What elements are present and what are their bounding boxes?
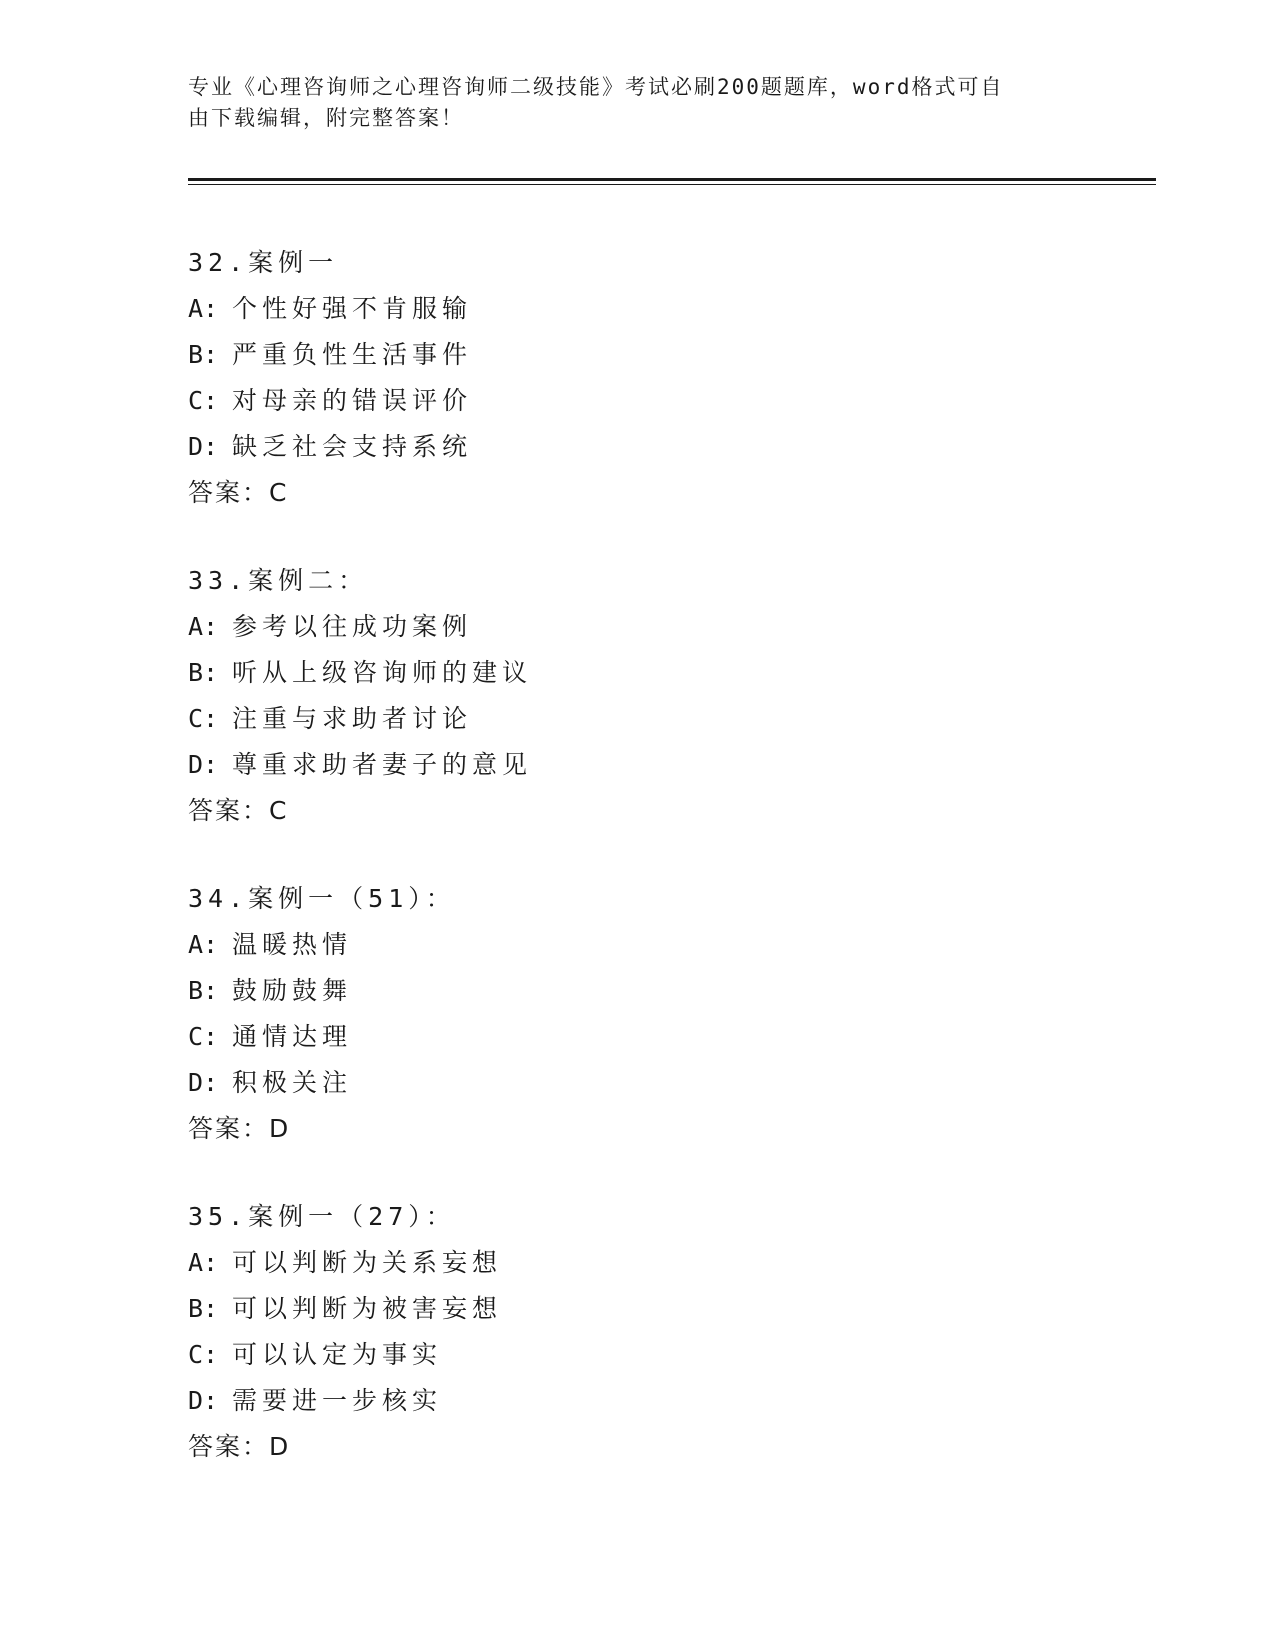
option-text: 缺乏社会支持系统: [232, 432, 473, 461]
option-text: 可以判断为关系妄想: [232, 1248, 503, 1277]
answer-line: 答案：C: [188, 796, 289, 825]
option-a: [188, 1240, 1088, 1286]
option-b: [188, 968, 1088, 1014]
option-d: [188, 1378, 1088, 1424]
option-text: 可以判断为被害妄想: [232, 1294, 503, 1323]
option-label: D:: [188, 1386, 219, 1415]
option-label: D:: [188, 432, 219, 461]
option-b: [188, 1286, 1088, 1332]
option-text: 鼓励鼓舞: [232, 976, 353, 1005]
option-c: [188, 1332, 1088, 1378]
option-d: [188, 424, 1088, 470]
option-label: A:: [188, 930, 219, 959]
option-b: [188, 332, 1088, 378]
option-text: 可以认定为事实: [232, 1340, 443, 1369]
option-label: C:: [188, 386, 219, 415]
question-title: 32.案例一: [188, 248, 339, 277]
answer-line: 答案：D: [188, 1432, 291, 1461]
option-label: B:: [188, 340, 219, 369]
question-title: 33.案例二：: [188, 566, 369, 595]
document-header: [188, 72, 1068, 134]
option-text: 严重负性生活事件: [232, 340, 473, 369]
option-c: [188, 378, 1088, 424]
question-item: [188, 240, 1088, 516]
option-text: 听从上级咨询师的建议: [232, 658, 533, 687]
option-text: 尊重求助者妻子的意见: [232, 750, 533, 779]
option-label: C:: [188, 1340, 219, 1369]
option-text: 需要进一步核实: [232, 1386, 443, 1415]
option-label: A:: [188, 294, 219, 323]
option-a: [188, 604, 1088, 650]
option-text: 个性好强不肯服输: [232, 294, 473, 323]
option-text: 注重与求助者讨论: [232, 704, 473, 733]
question-item: [188, 876, 1088, 1152]
header-divider-thick: [188, 178, 1156, 181]
option-label: B:: [188, 1294, 219, 1323]
option-a: [188, 922, 1088, 968]
question-title: 35.案例一（27）：: [188, 1202, 456, 1231]
option-text: 通情达理: [232, 1022, 353, 1051]
option-text: 对母亲的错误评价: [232, 386, 473, 415]
option-label: D:: [188, 750, 219, 779]
question-title: 34.案例一（51）：: [188, 884, 456, 913]
option-label: C:: [188, 1022, 219, 1051]
question-item: [188, 558, 1088, 834]
header-line-2: 由下载编辑，附完整答案！: [188, 106, 464, 130]
answer-line: 答案：D: [188, 1114, 291, 1143]
option-c: [188, 1014, 1088, 1060]
header-line-1: 专业《心理咨询师之心理咨询师二级技能》考试必刷200题题库，word格式可自: [188, 75, 1004, 99]
option-label: A:: [188, 1248, 219, 1277]
option-text: 参考以往成功案例: [232, 612, 473, 641]
option-a: [188, 286, 1088, 332]
option-label: C:: [188, 704, 219, 733]
option-text: 积极关注: [232, 1068, 353, 1097]
option-b: [188, 650, 1088, 696]
option-label: B:: [188, 658, 219, 687]
answer-line: 答案：C: [188, 478, 289, 507]
option-label: D:: [188, 1068, 219, 1097]
header-divider-thin: [188, 184, 1156, 185]
option-d: [188, 1060, 1088, 1106]
question-list: [188, 240, 1088, 1512]
option-d: [188, 742, 1088, 788]
question-item: [188, 1194, 1088, 1470]
option-label: B:: [188, 976, 219, 1005]
option-label: A:: [188, 612, 219, 641]
option-c: [188, 696, 1088, 742]
option-text: 温暖热情: [232, 930, 353, 959]
